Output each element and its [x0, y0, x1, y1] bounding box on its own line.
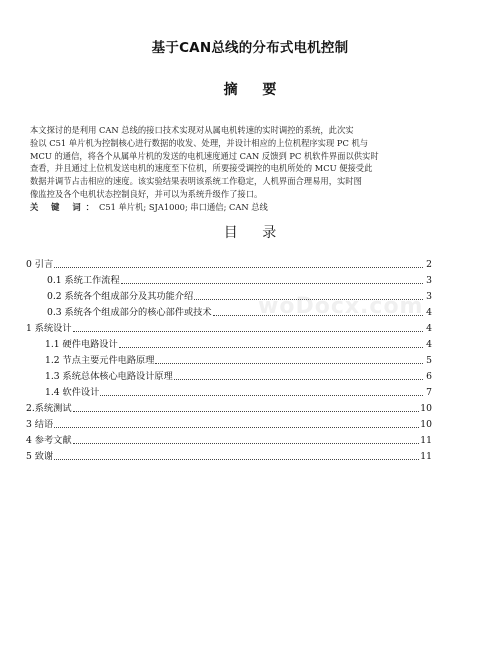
- keywords-text: C51 单片机; SJA1000; 串口通信; CAN 总线: [98, 201, 268, 212]
- toc-entry[interactable]: [26, 256, 432, 270]
- abstract-line: 数据并调节占击相应的速度。该实验结果表明该系统工作稳定，人机界面合理易用，实时图: [30, 176, 362, 187]
- document-title: 基于CAN总线的分布式电机控制: [151, 40, 349, 56]
- toc-entry-label: 0 引言: [26, 259, 54, 270]
- toc-entry-page: 4: [426, 323, 432, 334]
- abstract-body: [30, 124, 471, 214]
- toc-entry-page: 11: [420, 451, 432, 462]
- watermark: woDocx.com: [258, 294, 424, 319]
- toc-entry-page: 5: [426, 355, 432, 366]
- toc-entry[interactable]: [26, 320, 432, 334]
- toc-entry-page: 10: [420, 419, 432, 430]
- toc-entry-label: 4 参考文献: [26, 435, 72, 446]
- toc-leader-dots: [73, 442, 420, 444]
- abstract-line: 验以 C51 单片机为控制核心进行数据的收发、处理，并设计相应的上位机程序实现 PC 机与: [30, 137, 369, 148]
- toc-entry-label: 1.4 软件设计: [45, 387, 100, 398]
- toc-entry[interactable]: [47, 288, 432, 302]
- toc-leader-dots: [54, 266, 423, 268]
- toc-leader-dots: [194, 298, 423, 300]
- toc-entry[interactable]: [26, 400, 432, 414]
- abstract-line: 查看，并且通过上位机发送电机的速度至下位机，所要接受调控的电机所处的 MCU 便接受此: [30, 163, 373, 174]
- toc-entry-page: 4: [426, 339, 432, 350]
- toc-entry[interactable]: [47, 272, 432, 286]
- toc-entry-label: 1.1 硬件电路设计: [45, 339, 118, 350]
- toc-entry-label: 1.3 系统总体核心电路设计原理: [45, 371, 173, 382]
- toc-entry[interactable]: [26, 416, 432, 430]
- toc-leader-dots: [121, 282, 423, 284]
- toc-heading: 目 录: [223, 225, 287, 241]
- abstract-line: 像监控及各个电机状态控制良好，并可以为系统升级作了接口。: [30, 188, 263, 199]
- toc-entry[interactable]: [45, 368, 432, 382]
- toc-entry[interactable]: [45, 384, 432, 398]
- toc-entry[interactable]: [45, 352, 432, 366]
- abstract-heading: 摘 要: [223, 82, 287, 98]
- abstract-line: MCU 的通信，将各个从属单片机的发送的电机速度通过 CAN 反馈到 PC 机软件界面以供实时: [30, 150, 379, 161]
- toc-entry-label: 0.3 系统各个组成部分的核心部件或技术: [47, 307, 212, 318]
- toc-entry[interactable]: [47, 304, 432, 318]
- toc-entry-label: 0.1 系统工作流程: [47, 275, 120, 286]
- toc-leader-dots: [213, 314, 423, 316]
- abstract-line: 本文探讨的是利用 CAN 总线的接口技术实现对从属电机转速的实时调控的系统，此次实: [30, 125, 354, 135]
- toc-entry-label: 1 系统设计: [26, 323, 72, 334]
- toc-entry[interactable]: [26, 448, 432, 462]
- toc-entry-label: 1.2 节点主要元件电路原理: [45, 355, 155, 366]
- toc-leader-dots: [174, 378, 423, 380]
- toc-leader-dots: [155, 362, 423, 364]
- toc-leader-dots: [54, 458, 419, 460]
- toc-leader-dots: [73, 330, 423, 332]
- keywords-line: [30, 201, 471, 214]
- toc-entry-label: 0.2 系统各个组成部分及其功能介绍: [47, 291, 194, 302]
- toc-entry-page: 10: [420, 403, 432, 414]
- toc-leader-dots: [73, 410, 420, 412]
- toc-entry-page: 3: [426, 275, 432, 286]
- toc-leader-dots: [119, 346, 423, 348]
- keywords-label: 关 键 词：: [30, 201, 99, 212]
- toc-entry-page: 7: [426, 387, 432, 398]
- toc-entry-page: 6: [426, 371, 432, 382]
- toc-entry[interactable]: [45, 336, 432, 350]
- toc-leader-dots: [100, 394, 423, 396]
- toc-entry-label: 2.系统测试: [26, 403, 72, 414]
- toc-entry-label: 5 致谢: [26, 451, 54, 462]
- toc-entry-page: 2: [426, 259, 432, 270]
- toc-entry-page: 3: [426, 291, 432, 302]
- toc-entry-page: 11: [420, 435, 432, 446]
- toc-leader-dots: [54, 426, 419, 428]
- toc-entry[interactable]: [26, 432, 432, 446]
- toc-entry-page: 4: [426, 307, 432, 318]
- toc-entry-label: 3 结语: [26, 419, 54, 430]
